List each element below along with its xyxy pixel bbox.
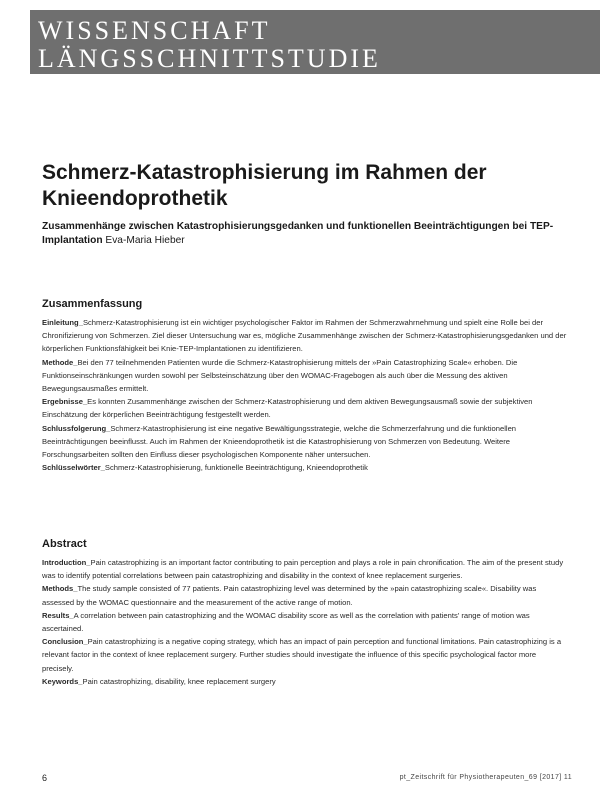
methods-text: The study sample consisted of 77 patients. Pain catastrophizing level was determined by the »pain catastrophizing scale«. Disability was assessed by the WOMAC questionnaire and the measurement of the active range of motion. xyxy=(42,584,537,607)
schluss-label: Schlussfolgerung_ xyxy=(42,423,111,433)
einleitung-paragraph xyxy=(42,316,567,356)
keywords-label: Keywords_ xyxy=(42,676,83,686)
abstract-body xyxy=(42,556,567,688)
conclusion-label: Conclusion_ xyxy=(42,637,88,647)
section-banner xyxy=(30,10,600,74)
keywords-paragraph xyxy=(42,675,567,688)
article-title: Schmerz-Katastrophisierung im Rahmen der Knieendoprothetik xyxy=(42,161,487,210)
results-text: A correlation between pain catastrophizing and the WOMAC disability score as well as the correlation with patients' range of motion was ascertained. xyxy=(42,610,530,634)
subtitle-text: Zusammenhänge zwischen Katastrophisierungsgedanken und funktionellen Beeinträchtigungen bei TEP-Implantation xyxy=(42,221,554,246)
results-label: Results_ xyxy=(42,610,74,620)
keywords-text: Pain catastrophizing, disability, knee replacement surgery xyxy=(82,676,276,686)
einleitung-text: Schmerz-Katastrophisierung ist ein wichtiger psychologischer Faktor im Rahmen der Schmerzwahrnehmung und spielt eine Rolle bei der Chronifizierung von Schmerzen. Ziel dieser Untersuchung war es, mögliche Zusammenhänge zwischen der Schmerz-Katastrophisierungsgedanken und der körperlichen Funktionsfähigkeit bei Knie-TEP-Implantationen zu identifizieren. xyxy=(42,318,567,354)
methods-label: Methods_ xyxy=(42,584,78,594)
journal-reference: pt_Zeitschrift für Physiotherapeuten_69 [2017] 11 xyxy=(399,774,572,781)
introduction-paragraph xyxy=(42,556,567,582)
page-number: 6 xyxy=(42,773,48,783)
banner-line-1: WISSENSCHAFT xyxy=(38,16,271,45)
article-subtitle xyxy=(42,220,567,248)
results-paragraph xyxy=(42,609,567,635)
introduction-text: Pain catastrophizing is an important factor contributing to pain perception and plays a role in pain chronification. The aim of the present study was to identify potential correlations between pain catastrophizing and disability in the context of knee replacement surgeries. xyxy=(42,558,564,581)
methode-label: Methode_ xyxy=(42,357,78,367)
schluesselwoerter-paragraph xyxy=(42,461,567,474)
author-name: Eva-Maria Hieber xyxy=(105,235,185,246)
zusammenfassung-heading: Zusammenfassung xyxy=(42,298,143,310)
banner-line-2: LÄNGSSCHNITTSTUDIE xyxy=(38,44,381,73)
schluesselwoerter-text: Schmerz-Katastrophisierung, funktionelle Beeinträchtigung, Knieendoprothetik xyxy=(104,463,368,473)
introduction-label: Introduction_ xyxy=(42,558,91,567)
schluss-paragraph xyxy=(42,422,567,462)
conclusion-text: Pain catastrophizing is a negative coping strategy, which has an impact of pain perception and functional limitations. Pain catastrophizing is a relevant factor in the context of knee replacement surgery. Further studies should investigate the influence of this specific psychological factor more precisely. xyxy=(42,637,562,673)
methode-paragraph xyxy=(42,356,567,396)
einleitung-label: Einleitung_ xyxy=(42,318,83,327)
schluss-text: Schmerz-Katastrophisierung ist eine negative Bewältigungsstrategie, welche die Schmerzerfahrung und die funktionellen Beeinträchtigungen beeinflusst. Auch im Rahmen der Knieendoprothetik ist die Katastrophisierung von Schmerzen von Bedeutung. Weitere Forschungsarbeiten sollten den Einfluss dieser psychologischen Komponente näher untersuchen. xyxy=(42,423,517,460)
ergebnisse-label: Ergebnisse_ xyxy=(42,397,88,407)
zusammenfassung-body xyxy=(42,316,567,474)
conclusion-paragraph xyxy=(42,635,567,675)
methods-paragraph xyxy=(42,582,567,608)
methode-text: Bei den 77 teilnehmenden Patienten wurde die Schmerz-Katastrophisierung mittels der »Pain Catastrophizing Scale« erhoben. Die Funktionseinschränkungen wurden sowohl per Selbsteinschätzung über den WOMAC-Fragebogen als auch über die Messung des aktiven Bewegungsausmaßes ermittelt. xyxy=(42,357,518,394)
ergebnisse-paragraph xyxy=(42,395,567,421)
schluesselwoerter-label: Schlüsselwörter_ xyxy=(42,463,105,473)
abstract-heading: Abstract xyxy=(42,538,87,550)
ergebnisse-text: Es konnten Zusammenhänge zwischen der Schmerz-Katastrophisierung und dem aktiven Bewegungsausmaß sowie der subjektiven Einschätzung der körperlichen Beeinträchtigung festgestellt werden. xyxy=(42,397,533,420)
